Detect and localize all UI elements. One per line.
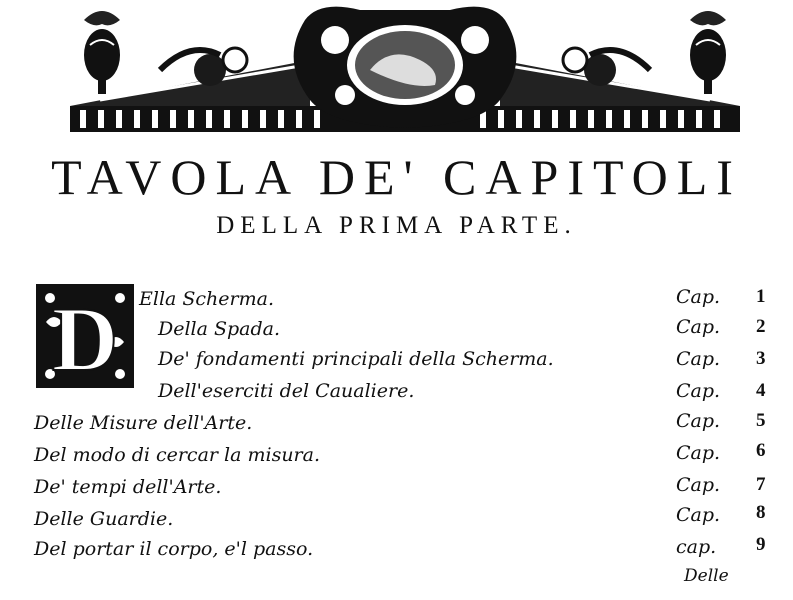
cap-number-4: 4	[756, 380, 766, 401]
cap-label-5: Cap.	[676, 410, 721, 432]
cap-number-9: 9	[756, 534, 766, 555]
cap-label-8: Cap.	[676, 504, 721, 526]
catchword: Delle	[684, 566, 729, 586]
cap-number-2: 2	[756, 316, 766, 337]
dropcap-initial	[34, 282, 136, 390]
toc-entry-5: Delle Misure dell'Arte.	[34, 412, 253, 434]
cap-label-1: Cap.	[676, 286, 721, 308]
toc-entry-9: Del portar il corpo, e'l passo.	[34, 538, 314, 560]
toc-entry-6: Del modo di cercar la misura.	[34, 444, 321, 466]
cap-number-1: 1	[756, 286, 766, 307]
cap-number-6: 6	[756, 440, 766, 461]
cap-label-6: Cap.	[676, 442, 721, 464]
toc-entry-7: De' tempi dell'Arte.	[34, 476, 222, 498]
ornamental-headpiece	[60, 0, 750, 140]
cap-number-5: 5	[756, 410, 766, 431]
cap-label-7: Cap.	[676, 474, 721, 496]
toc-entry-3: De' fondamenti principali della Scherma.	[158, 348, 554, 370]
dropcap-letter: D	[51, 288, 119, 390]
page-title: TAVOLA DE' CAPITOLI	[51, 149, 742, 205]
toc-entry-2: Della Spada.	[158, 318, 281, 340]
cap-number-3: 3	[756, 348, 766, 369]
cap-label-9: cap.	[676, 536, 717, 558]
page-subtitle: DELLA PRIMA PARTE.	[216, 212, 577, 239]
cap-label-2: Cap.	[676, 316, 721, 338]
cap-label-4: Cap.	[676, 380, 721, 402]
toc-entry-4: Dell'eserciti del Caualiere.	[158, 380, 415, 402]
toc-entry-8: Delle Guardie.	[34, 508, 174, 530]
cap-label-3: Cap.	[676, 348, 721, 370]
cap-number-7: 7	[756, 474, 766, 495]
toc-entry-1: Ella Scherma.	[139, 288, 274, 310]
cap-number-8: 8	[756, 502, 766, 523]
